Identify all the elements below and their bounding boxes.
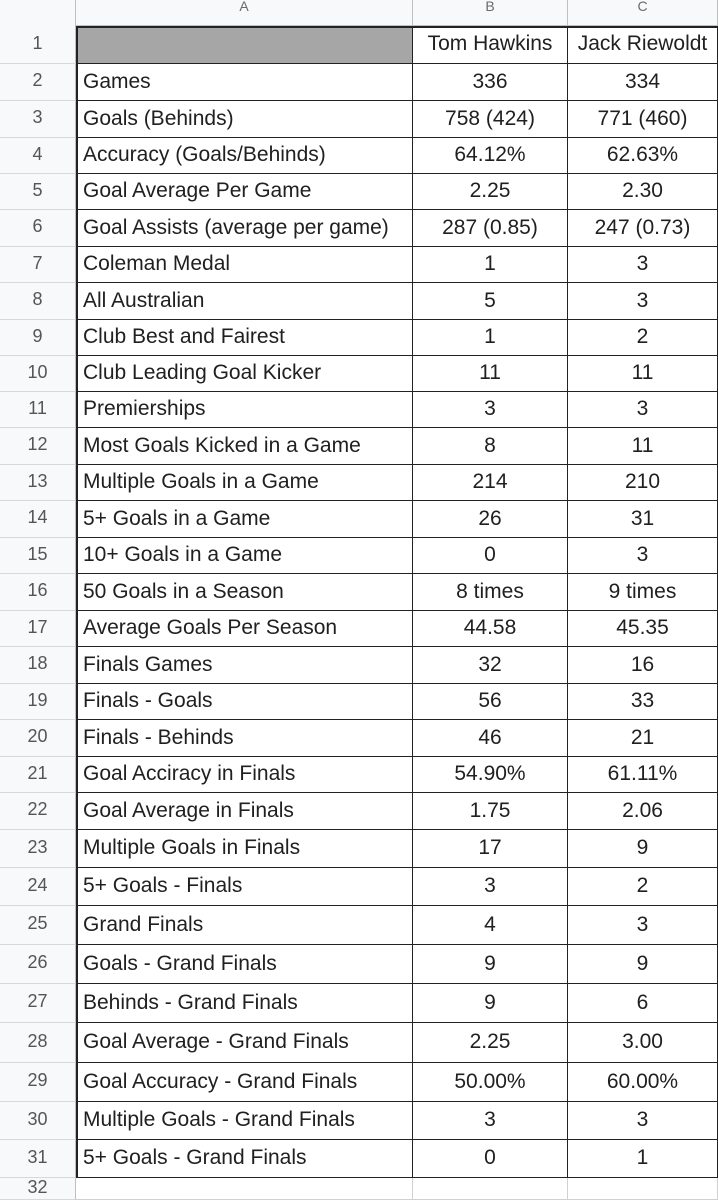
row-header[interactable]: 23	[0, 830, 76, 868]
header-cell-b[interactable]: Tom Hawkins	[413, 26, 568, 64]
stat-label-cell[interactable]: Grand Finals	[76, 906, 413, 945]
stat-label-cell[interactable]: Club Best and Fairest	[76, 320, 413, 356]
stat-value-cell[interactable]: 56	[413, 684, 568, 720]
row-header[interactable]: 18	[0, 647, 76, 684]
row-header[interactable]: 20	[0, 720, 76, 757]
stat-label-cell[interactable]: 5+ Goals - Grand Finals	[76, 1140, 413, 1178]
stat-value-cell[interactable]: 0	[413, 538, 568, 574]
stat-value-cell[interactable]: 60.00%	[568, 1063, 718, 1102]
stat-label-cell[interactable]: Goal Assists (average per game)	[76, 210, 413, 247]
stat-label-cell[interactable]: All Australian	[76, 283, 413, 320]
stat-label-cell[interactable]: 5+ Goals - Finals	[76, 868, 413, 906]
row-header[interactable]: 28	[0, 1023, 76, 1063]
empty-cell[interactable]	[568, 1178, 718, 1200]
row-header[interactable]: 14	[0, 501, 76, 538]
stat-value-cell[interactable]: 3	[568, 392, 718, 428]
stat-value-cell[interactable]: 21	[568, 720, 718, 757]
row-header[interactable]: 6	[0, 210, 76, 247]
stat-value-cell[interactable]: 336	[413, 64, 568, 101]
stat-label-cell[interactable]: Multiple Goals - Grand Finals	[76, 1102, 413, 1140]
stat-value-cell[interactable]: 1.75	[413, 793, 568, 830]
stat-value-cell[interactable]: 1	[568, 1140, 718, 1178]
column-header-b[interactable]: B	[413, 0, 568, 26]
stat-value-cell[interactable]: 771 (460)	[568, 101, 718, 138]
stat-value-cell[interactable]: 1	[413, 247, 568, 283]
row-header[interactable]: 16	[0, 574, 76, 611]
row-header[interactable]: 29	[0, 1063, 76, 1102]
row-header[interactable]: 27	[0, 984, 76, 1023]
stat-value-cell[interactable]: 2.25	[413, 174, 568, 210]
stat-value-cell[interactable]: 61.11%	[568, 757, 718, 793]
stat-value-cell[interactable]: 9	[413, 945, 568, 984]
row-header[interactable]: 26	[0, 945, 76, 984]
column-header-bar	[0, 0, 718, 26]
table-border-left	[76, 26, 78, 1178]
stat-value-cell[interactable]: 6	[568, 984, 718, 1023]
stat-label-cell[interactable]: Average Goals Per Season	[76, 611, 413, 647]
stat-label-cell[interactable]: Multiple Goals in Finals	[76, 830, 413, 868]
stat-label-cell[interactable]: 50 Goals in a Season	[76, 574, 413, 611]
row-header[interactable]: 8	[0, 283, 76, 320]
select-all-corner[interactable]	[0, 0, 76, 26]
stat-label-cell[interactable]: Premierships	[76, 392, 413, 428]
stat-label-cell[interactable]: Club Leading Goal Kicker	[76, 356, 413, 392]
stat-value-cell[interactable]: 3	[413, 868, 568, 906]
stat-label-cell[interactable]: Multiple Goals in a Game	[76, 465, 413, 501]
row-header[interactable]: 11	[0, 392, 76, 428]
stat-value-cell[interactable]: 45.35	[568, 611, 718, 647]
stat-label-cell[interactable]: Goal Average Per Game	[76, 174, 413, 210]
row-header[interactable]: 22	[0, 793, 76, 830]
column-header-c[interactable]: C	[568, 0, 718, 26]
row-header[interactable]: 10	[0, 356, 76, 392]
empty-cell[interactable]	[413, 1178, 568, 1200]
row-header[interactable]: 9	[0, 320, 76, 356]
row-header[interactable]: 2	[0, 64, 76, 101]
stat-value-cell[interactable]: 64.12%	[413, 138, 568, 174]
row-header[interactable]: 15	[0, 538, 76, 574]
stat-label-cell[interactable]: Finals - Goals	[76, 684, 413, 720]
stat-value-cell[interactable]: 5	[413, 283, 568, 320]
stat-value-cell[interactable]: 210	[568, 465, 718, 501]
stat-value-cell[interactable]: 2.06	[568, 793, 718, 830]
stat-value-cell[interactable]: 3.00	[568, 1023, 718, 1063]
stat-label-cell[interactable]: Most Goals Kicked in a Game	[76, 428, 413, 465]
stat-value-cell[interactable]: 11	[413, 356, 568, 392]
table-border-top	[76, 26, 718, 28]
stat-value-cell[interactable]: 9	[568, 830, 718, 868]
stat-value-cell[interactable]: 1	[413, 320, 568, 356]
stat-value-cell[interactable]: 3	[568, 906, 718, 945]
stat-value-cell[interactable]: 3	[568, 283, 718, 320]
column-header-a[interactable]: A	[76, 0, 413, 26]
row-header[interactable]: 13	[0, 465, 76, 501]
stat-label-cell[interactable]: Accuracy (Goals/Behinds)	[76, 138, 413, 174]
stat-value-cell[interactable]: 26	[413, 501, 568, 538]
stat-value-cell[interactable]: 17	[413, 830, 568, 868]
empty-cell[interactable]	[76, 1178, 413, 1200]
stat-value-cell[interactable]: 3	[568, 1102, 718, 1140]
stat-value-cell[interactable]: 16	[568, 647, 718, 684]
stat-value-cell[interactable]: 2.30	[568, 174, 718, 210]
stat-value-cell[interactable]: 3	[413, 392, 568, 428]
stat-value-cell[interactable]: 2	[568, 868, 718, 906]
stat-value-cell[interactable]: 214	[413, 465, 568, 501]
stat-value-cell[interactable]: 50.00%	[413, 1063, 568, 1102]
row-header[interactable]: 12	[0, 428, 76, 465]
stat-value-cell[interactable]: 8	[413, 428, 568, 465]
stat-value-cell[interactable]: 31	[568, 501, 718, 538]
stat-label-cell[interactable]: Finals - Behinds	[76, 720, 413, 757]
stat-value-cell[interactable]: 247 (0.73)	[568, 210, 718, 247]
stat-value-cell[interactable]: 44.58	[413, 611, 568, 647]
stat-value-cell[interactable]: 4	[413, 906, 568, 945]
stat-label-cell[interactable]: 10+ Goals in a Game	[76, 538, 413, 574]
stat-value-cell[interactable]: 9 times	[568, 574, 718, 611]
row-header[interactable]: 1	[0, 26, 76, 64]
row-header[interactable]: 32	[0, 1178, 76, 1200]
stat-value-cell[interactable]: 11	[568, 356, 718, 392]
row-header[interactable]: 24	[0, 868, 76, 906]
stat-label-cell[interactable]: Goals - Grand Finals	[76, 945, 413, 984]
stat-value-cell[interactable]: 758 (424)	[413, 101, 568, 138]
row-header[interactable]: 31	[0, 1140, 76, 1178]
stat-value-cell[interactable]: 2.25	[413, 1023, 568, 1063]
stat-value-cell[interactable]: 8 times	[413, 574, 568, 611]
row-header[interactable]: 21	[0, 757, 76, 793]
stat-label-cell[interactable]: Behinds - Grand Finals	[76, 984, 413, 1023]
stat-label-cell[interactable]: Goal Average in Finals	[76, 793, 413, 830]
stat-label-cell[interactable]: Finals Games	[76, 647, 413, 684]
stat-value-cell[interactable]: 46	[413, 720, 568, 757]
stat-label-cell[interactable]: Goal Accuracy - Grand Finals	[76, 1063, 413, 1102]
stat-value-cell[interactable]: 0	[413, 1140, 568, 1178]
row-header[interactable]: 7	[0, 247, 76, 283]
stat-value-cell[interactable]: 3	[568, 538, 718, 574]
stat-value-cell[interactable]: 287 (0.85)	[413, 210, 568, 247]
stat-value-cell[interactable]: 3	[568, 247, 718, 283]
row-header[interactable]: 4	[0, 138, 76, 174]
stat-value-cell[interactable]: 33	[568, 684, 718, 720]
stat-label-cell[interactable]: Games	[76, 64, 413, 101]
stat-value-cell[interactable]: 334	[568, 64, 718, 101]
stat-label-cell[interactable]: Goal Acciracy in Finals	[76, 757, 413, 793]
row-header[interactable]: 30	[0, 1102, 76, 1140]
row-header[interactable]: 17	[0, 611, 76, 647]
stat-label-cell[interactable]: Goals (Behinds)	[76, 101, 413, 138]
stat-label-cell[interactable]: 5+ Goals in a Game	[76, 501, 413, 538]
header-cell-c[interactable]: Jack Riewoldt	[568, 26, 718, 64]
stat-value-cell[interactable]: 9	[568, 945, 718, 984]
row-header[interactable]: 3	[0, 101, 76, 138]
stat-value-cell[interactable]: 62.63%	[568, 138, 718, 174]
row-header[interactable]: 5	[0, 174, 76, 210]
stat-label-cell[interactable]: Coleman Medal	[76, 247, 413, 283]
stat-value-cell[interactable]: 9	[413, 984, 568, 1023]
stat-value-cell[interactable]: 54.90%	[413, 757, 568, 793]
stat-value-cell[interactable]: 32	[413, 647, 568, 684]
stat-value-cell[interactable]: 3	[413, 1102, 568, 1140]
stat-value-cell[interactable]: 2	[568, 320, 718, 356]
header-cell-a[interactable]	[76, 26, 413, 64]
stat-value-cell[interactable]: 11	[568, 428, 718, 465]
row-header[interactable]: 19	[0, 684, 76, 720]
row-header[interactable]: 25	[0, 906, 76, 945]
stat-label-cell[interactable]: Goal Average - Grand Finals	[76, 1023, 413, 1063]
